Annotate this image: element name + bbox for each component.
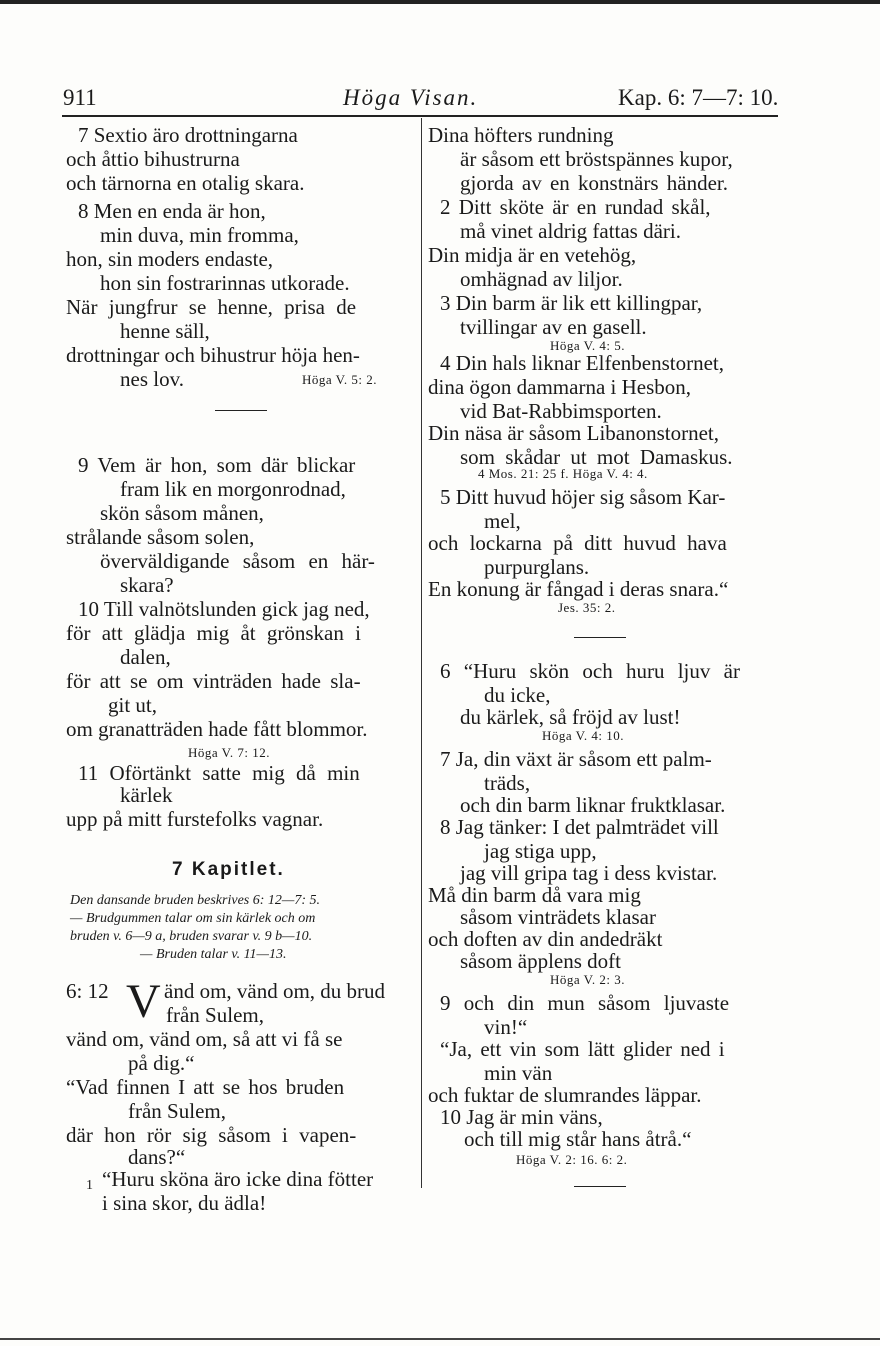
verse-line: purpurglans. — [484, 555, 590, 579]
verse-line: kärlek — [120, 783, 173, 807]
section-rule — [574, 637, 626, 638]
verse-number: 6: 12 — [66, 979, 109, 1003]
verse-line: När jungfrur se henne, prisa de — [66, 295, 357, 319]
verse-line: för att se om vinträden hade sla- — [66, 669, 361, 693]
cross-reference: 4 Mos. 21: 25 f. Höga V. 4: 4. — [478, 466, 648, 481]
verse-line: från Sulem, — [128, 1099, 226, 1123]
verse-line: Må din barm då vara mig — [428, 883, 641, 907]
verse-line: dans?“ — [128, 1145, 186, 1169]
page-number: 911 — [63, 85, 97, 110]
verse-line: hon sin fostrarinnas utkorade. — [100, 271, 350, 295]
verse-line: skön såsom månen, — [100, 501, 264, 525]
cross-reference: Höga V. 5: 2. — [302, 372, 377, 387]
chapter-summary-line: — Brudgummen talar om sin kärlek och om — [70, 911, 316, 926]
verse-line: och doften av din andedräkt — [428, 927, 663, 951]
chapter-heading: 7 Kapitlet. — [172, 859, 285, 880]
verse-line: omhägnad av liljor. — [460, 267, 623, 291]
verse-line: 5 Ditt huvud höjer sig såsom Kar- — [440, 485, 726, 509]
book-title: Höga Visan. — [343, 85, 479, 110]
verse-line: om granatträden hade fått blommor. — [66, 717, 368, 741]
verse-line: 6 “Huru skön och huru ljuv är — [440, 659, 740, 683]
verse-line: “Ja, ett vin som lätt glider ned i — [440, 1037, 725, 1061]
verse-line: och fuktar de slumrandes läppar. — [428, 1083, 702, 1107]
verse-line: och din barm liknar fruktklasar. — [460, 793, 726, 817]
verse-line: fram lik en morgonrodnad, — [120, 477, 346, 501]
verse-line: 9 och din mun såsom ljuvaste — [440, 991, 730, 1015]
verse-line: vänd om, vänd om, så att vi få se — [66, 1027, 343, 1051]
verse-line: som skådar ut mot Damaskus. — [460, 445, 733, 469]
verse-line: strålande såsom solen, — [66, 525, 255, 549]
verse-line: 3 Din barm är lik ett killingpar, — [440, 291, 703, 315]
verse-line: dina ögon dammarna i Hesbon, — [428, 375, 692, 399]
verse-line: Din midja är en vetehög, — [428, 243, 637, 267]
verse-line: vid Bat-Rabbimsporten. — [460, 399, 662, 423]
verse-line: 2 Ditt sköte är en rundad skål, — [440, 195, 711, 219]
cross-reference: Höga V. 2: 16. 6: 2. — [516, 1152, 628, 1167]
verse-line: och tärnorna en otalig skara. — [66, 171, 305, 195]
verse-line: 9 Vem är hon, som där blickar — [78, 453, 356, 477]
cross-reference: Höga V. 4: 10. — [542, 728, 624, 743]
verse-line: och till mig står hans åtrå.“ — [464, 1127, 692, 1151]
verse-line: du icke, — [484, 683, 551, 707]
verse-line: nes lov. — [120, 367, 184, 391]
cross-reference: Höga V. 4: 5. — [550, 338, 625, 353]
chapter-summary-line: bruden v. 6—9 a, bruden svarar v. 9 b—10. — [70, 929, 313, 944]
verse-line: 11 Oförtänkt satte mig då min — [78, 761, 360, 785]
verse-line: 10 Till valnötslunden gick jag ned, — [78, 597, 370, 621]
verse-line: Din näsa är såsom Libanonstornet, — [428, 421, 720, 445]
verse-line: dalen, — [120, 645, 171, 669]
verse-line: min vän — [484, 1061, 553, 1085]
verse-line: jag stiga upp, — [484, 839, 597, 863]
verse-line: 7 Ja, din växt är såsom ett palm- — [440, 747, 712, 771]
verse-line: och åttio bihustrurna — [66, 147, 240, 171]
drop-cap: V — [126, 975, 161, 1028]
section-rule — [215, 410, 267, 411]
column-divider — [421, 118, 422, 1188]
verse-line: upp på mitt furstefolks vagnar. — [66, 807, 324, 831]
verse-line: från Sulem, — [166, 1003, 264, 1027]
bottom-border — [0, 1338, 880, 1340]
verse-line: överväldigande såsom en här- — [100, 549, 375, 573]
verse-line: där hon rör sig såsom i vapen- — [66, 1123, 357, 1147]
verse-line: i sina skor, du ädla! — [102, 1191, 267, 1215]
verse-line: jag vill gripa tag i dess kvistar. — [460, 861, 718, 885]
verse-number: 1 — [86, 1178, 93, 1193]
verse-line: gjorda av en konstnärs händer. — [460, 171, 729, 195]
verse-line: henne säll, — [120, 319, 210, 343]
verse-line: “Vad finnen I att se hos bruden — [66, 1075, 345, 1099]
verse-line: änd om, vänd om, du brud — [164, 979, 386, 1003]
verse-line: 7 Sextio äro drottningarna — [78, 123, 298, 147]
verse-line: för att glädja mig åt grönskan i — [66, 621, 361, 645]
chapter-summary-line: Den dansande bruden beskrives 6: 12—7: 5. — [70, 893, 321, 908]
verse-line: på dig.“ — [128, 1051, 195, 1075]
verse-line: såsom äpplens doft — [460, 949, 621, 973]
verse-line: 8 Men en enda är hon, — [78, 199, 266, 223]
verse-line: mel, — [484, 509, 521, 533]
section-rule — [574, 1186, 626, 1187]
cross-reference: Jes. 35: 2. — [558, 600, 616, 615]
cross-reference: Höga V. 7: 12. — [188, 745, 270, 760]
verse-line: är såsom ett bröstspännes kupor, — [460, 147, 733, 171]
verse-line: min duva, min fromma, — [100, 223, 299, 247]
verse-line: 10 Jag är min väns, — [440, 1105, 603, 1129]
verse-line: må vinet aldrig fattas däri. — [460, 219, 682, 243]
verse-line: och lockarna på ditt huvud hava — [428, 531, 727, 555]
verse-line: hon, sin moders endaste, — [66, 247, 274, 271]
verse-line: du kärlek, så fröjd av lust! — [460, 705, 681, 729]
verse-line: såsom vinträdets klasar — [460, 905, 656, 929]
verse-line: Dina höfters rundning — [428, 123, 614, 147]
verse-line: drottningar och bihustrur höja hen- — [66, 343, 360, 367]
chapter-summary-line: — Bruden talar v. 11—13. — [140, 947, 287, 962]
verse-line: 8 Jag tänker: I det palmträdet vill — [440, 815, 719, 839]
verse-line: träds, — [484, 771, 531, 795]
verse-line: En konung är fångad i deras snara.“ — [428, 577, 729, 601]
verse-line: “Huru sköna äro icke dina fötter — [102, 1167, 374, 1191]
cross-reference: Höga V. 2: 3. — [550, 972, 625, 987]
top-border — [0, 0, 880, 4]
chapter-reference: Kap. 6: 7—7: 10. — [618, 85, 779, 110]
verse-line: tvillingar av en gasell. — [460, 315, 647, 339]
verse-line: vin!“ — [484, 1015, 528, 1039]
verse-line: git ut, — [108, 693, 158, 717]
header-rule — [62, 115, 778, 117]
verse-line: skara? — [120, 573, 174, 597]
verse-line: 4 Din hals liknar Elfenbenstornet, — [440, 351, 725, 375]
